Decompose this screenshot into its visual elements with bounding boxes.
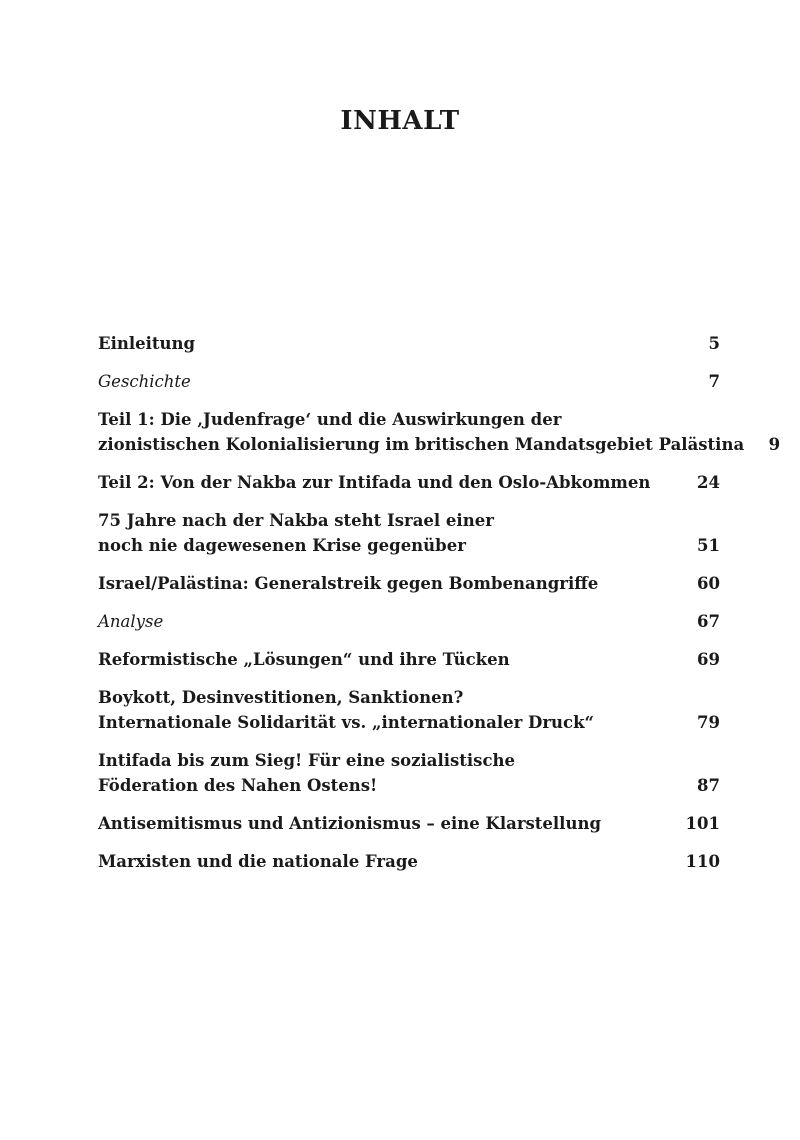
toc-entry	[98, 508, 720, 558]
toc-entry-page-number: 9	[768, 435, 781, 454]
toc-entry-title	[98, 811, 684, 836]
toc-entry-title	[98, 331, 684, 356]
toc-entry	[98, 748, 720, 798]
toc-entry-title	[98, 369, 684, 394]
toc-entry-title-line: Geschichte	[98, 372, 191, 391]
toc-entry-title	[98, 748, 684, 798]
toc-entry-title-line: 75 Jahre nach der Nakba steht Israel einer	[98, 511, 494, 530]
toc-entry-title-line: Einleitung	[98, 334, 196, 353]
toc-entry-title-line: Boykott, Desinvestitionen, Sanktionen?	[98, 688, 464, 707]
toc-entry	[98, 407, 781, 457]
toc-entry-title	[98, 407, 744, 457]
toc-entry-title-line: Internationale Solidarität vs. „internationaler Druck“	[98, 713, 595, 732]
toc-entry-title-line: noch nie dagewesenen Krise gegenüber	[98, 536, 466, 555]
toc-entry-page-number: 5	[708, 334, 720, 353]
toc-entry-title	[98, 508, 684, 558]
toc-entry-title-line: Antisemitismus und Antizionismus – eine Klarstellung	[98, 814, 601, 833]
toc-entry-page-number: 7	[708, 372, 720, 391]
toc-entry-title-line: Analyse	[98, 612, 164, 631]
toc-entry-page-number: 69	[697, 650, 720, 669]
toc-entry-title-line: Teil 2: Von der Nakba zur Intifada und den Oslo-Abkommen	[98, 473, 651, 492]
toc-entry-page-number: 79	[697, 713, 720, 732]
toc-entry-title-line: Teil 1: Die ‚Judenfrage‘ und die Auswirkungen der	[98, 410, 562, 429]
toc-entry	[98, 647, 720, 672]
toc-entry-title-line: Israel/Palästina: Generalstreik gegen Bombenangriffe	[98, 574, 599, 593]
toc-entry-page-number: 67	[697, 612, 720, 631]
toc-entry-page-number: 51	[697, 536, 720, 555]
toc-entry-title	[98, 849, 684, 874]
toc-entry	[98, 609, 720, 634]
toc-entry-title-line: Föderation des Nahen Ostens!	[98, 776, 378, 795]
toc-entry	[98, 369, 720, 394]
page-title: INHALT	[340, 106, 460, 136]
toc-entry-page-number: 87	[697, 776, 720, 795]
toc-entry	[98, 685, 720, 735]
toc-entry	[98, 571, 720, 596]
toc-entry-page-number: 101	[685, 814, 720, 833]
toc-entry	[98, 849, 720, 874]
toc-entry-title	[98, 685, 684, 735]
toc-entry-title	[98, 470, 684, 495]
toc-entry-page-number: 110	[685, 852, 720, 871]
toc-entry-title	[98, 571, 684, 596]
toc-entry-title	[98, 647, 684, 672]
toc-entry	[98, 470, 720, 495]
toc-entry-title-line: Reformistische „Lösungen“ und ihre Tücken	[98, 650, 510, 669]
toc-entry	[98, 331, 720, 356]
toc-entry	[98, 811, 720, 836]
toc-entry-title	[98, 609, 684, 634]
toc-entry-page-number: 24	[697, 473, 720, 492]
toc-entry-page-number: 60	[697, 574, 720, 593]
toc-entry-title-line: zionistischen Kolonialisierung im britischen Mandatsgebiet Palästina	[98, 435, 745, 454]
table-of-contents	[98, 331, 781, 887]
toc-entry-title-line: Intifada bis zum Sieg! Für eine sozialistische	[98, 751, 516, 770]
toc-entry-title-line: Marxisten und die nationale Frage	[98, 852, 418, 871]
